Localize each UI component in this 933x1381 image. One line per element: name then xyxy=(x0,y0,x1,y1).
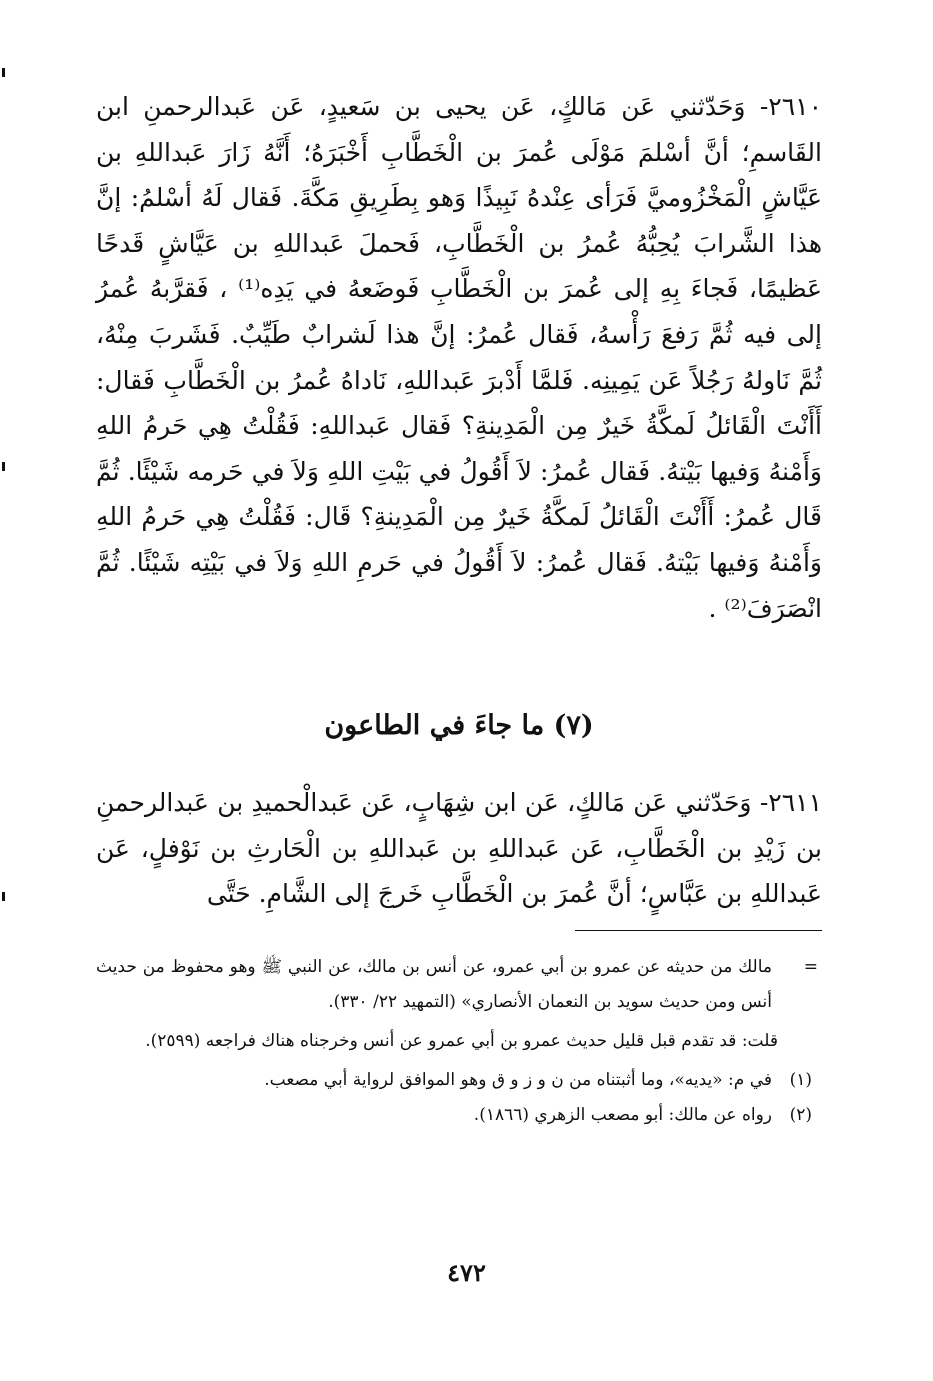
footnote-1 xyxy=(96,1063,826,1098)
footnotes xyxy=(96,950,826,1133)
page-number: ٤٧٢ xyxy=(447,1258,486,1287)
footnote-2 xyxy=(96,1098,826,1133)
footnote-separator xyxy=(575,930,822,931)
hadith-2610-text: ٢٦١٠- وَحَدّثني عَن مَالكٍ، عَن يحيى بن سَعيدٍ، عَن عَبدالرحمنِ ابن القَاسمِ؛ أنَّ أسْلمَ مَوْلَى عُمرَ بن الْخَطَّابِ أَخْبَرَهُ؛ أَنَّهُ زَارَ عَبداللهِ بن عَيَّاشٍ الْمَخْزُوميَّ فَرَأى عِنْدهُ نَبِيذًا وَهو بِطَرِيقِ مَكَّةَ. فَقال لَهُ أسْلمُ: إنَّ هذا الشَّرابَ يُحِبُّهُ عُمرُ بن الْخَطَّابِ، فَحملَ عَبداللهِ بن عَيَّاشٍ قَدحًا عَظيمًا، فَجاءَ بِهِ إلى عُمرَ بن الْخَطَّابِ فَوضَعهُ في يَدِه⁽¹⁾ ، فَقرَّبهُ عُمرُ إلى فيه ثُمَّ رَفعَ رَأْسهُ، فَقال عُمرُ: إنَّ هذا لَشرابٌ طَيِّبٌ. فَشَربَ مِنْهُ، ثُمَّ نَاولهُ رَجُلاً عَن يَمِينِه. فَلمَّا أَدْبرَ عَبداللهِ، نَاداهُ عُمرُ بن الْخَطَّابِ فَقال: أَأَنْتَ الْقَائلُ لَمكَّةُ خَيرٌ مِن الْمَدِينةِ؟ فَقال عَبداللهِ: فَقُلْتُ هِي حَرمُ اللهِ وَأَمْنهُ وَفيها بَيْتهُ. فَقال عُمرُ: لاَ أَقُولُ في بَيْتِ اللهِ وَلاَ في حَرمه شَيْئًا. ثُمَّ قَال عُمرُ: أَأَنْتَ الْقَائلُ لَمكَّةُ خَيرٌ مِن الْمَدِينةِ؟ قَال: فَقُلْتُ هِي حَرمُ اللهِ وَأَمْنهُ وَفيها بَيْتهُ. فَقال عُمرُ: لاَ أَقُولُ في حَرمِ اللهِ وَلاَ في بَيْتِه شَيْئًا. ثُمَّ انْصَرَفَ⁽²⁾ . xyxy=(96,92,823,623)
hadith-2611 xyxy=(96,780,822,917)
hadith-2611-text: ٢٦١١- وَحَدّثني عَن مَالكٍ، عَن ابن شِهَابٍ، عَن عَبدالْحميدِ بن عَبدالرحمنِ بن زَيْدِ بن الْخَطَّابِ، عَن عَبداللهِ بن عَبداللهِ بن الْحَارثِ بن نَوْفلٍ، عَن عَبداللهِ بن عَبَّاسٍ؛ أنَّ عُمرَ بن الْخَطَّابِ خَرجَ إلى الشَّامِ. حَتَّى xyxy=(96,788,822,909)
footnote-text: رواه عن مالك: أبو مصعب الزهري (١٨٦٦). xyxy=(473,1105,772,1125)
hadith-2610 xyxy=(96,84,822,631)
margin-mark xyxy=(2,462,5,471)
margin-mark xyxy=(2,892,5,901)
footnote-number: (٢) xyxy=(789,1105,812,1125)
footnote-text: في م: «يديه»، وما أثبتناه من ن و ز و ق وهو الموافق لرواية أبي مصعب. xyxy=(264,1070,772,1090)
footnote-continuation xyxy=(96,950,826,1020)
footnote-number: (١) xyxy=(789,1070,812,1090)
continuation-marker: = xyxy=(803,957,818,977)
section-heading: (٧) ما جاءَ في الطاعون xyxy=(324,710,594,741)
editor-note: قلت: قد تقدم قبل قليل حديث عمرو بن أبي عمرو عن أنس وخرجناه هناك فراجعه (٢٥٩٩). xyxy=(145,1031,778,1051)
continuation-text: مالك من حديثه عن عمرو بن أبي عمرو، عن أنس بن مالك، عن النبي ﷺ وهو محفوظ من حديث أنس ومن حديث سويد بن النعمان الأنصاري» (التمهيد ٢٢/ ٣٣٠). xyxy=(96,957,772,1012)
margin-mark xyxy=(2,68,5,77)
